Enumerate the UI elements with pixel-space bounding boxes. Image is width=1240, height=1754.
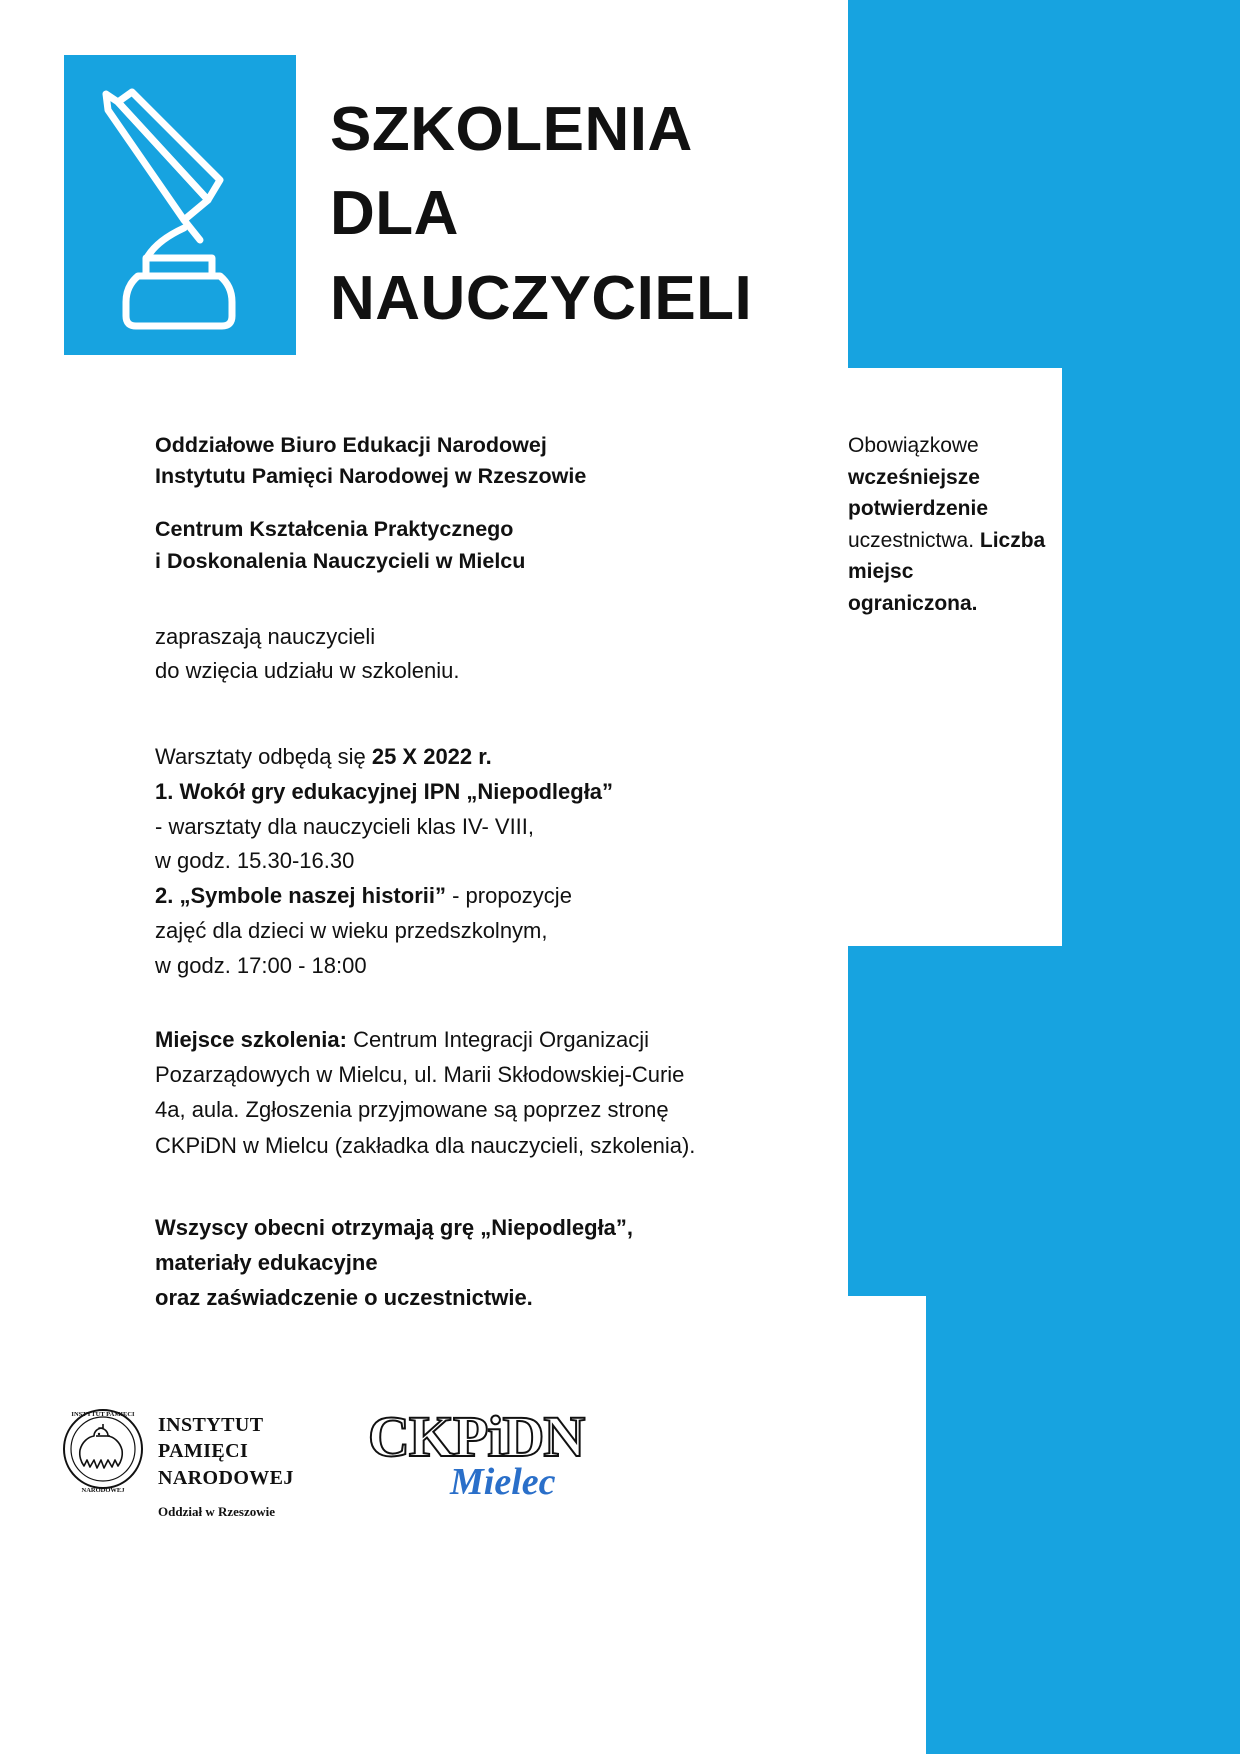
workshop-2-description-part-1: - propozycje bbox=[445, 883, 572, 908]
ckpidn-logo-name: CKPiDN bbox=[368, 1404, 585, 1469]
ipn-branch-label: Oddział w Rzeszowie bbox=[158, 1504, 275, 1519]
benefits-block bbox=[155, 1210, 855, 1316]
benefits-line-1: Wszyscy obecni otrzymają grę „Niepodległa”, bbox=[155, 1215, 634, 1240]
organizer-ipn bbox=[155, 430, 795, 492]
venue-line-1: Centrum Integracji Organizacji bbox=[346, 1027, 649, 1052]
venue-line-4: CKPiDN w Mielcu (zakładka dla nauczycieli, szkolenia). bbox=[155, 1132, 696, 1158]
registration-notice bbox=[848, 430, 1048, 619]
svg-text:INSTYTUT PAMIĘCI: INSTYTUT PAMIĘCI bbox=[71, 1411, 135, 1418]
workshop-2-description-part-2: zajęć dla dzieci w wieku przedszkolnym, bbox=[155, 917, 548, 943]
svg-text:NARODOWEJ: NARODOWEJ bbox=[81, 1487, 125, 1494]
venue-first-line bbox=[155, 1022, 855, 1057]
workshops-intro-text: Warsztaty odbędą się bbox=[155, 744, 372, 769]
decorative-blue-block-right-bottom bbox=[926, 1296, 1240, 1754]
workshop-2-title-text: 2. „Symbole naszej historii” bbox=[155, 883, 446, 908]
workshops-block bbox=[155, 740, 835, 983]
workshop-2-time: w godz. 17:00 - 18:00 bbox=[155, 952, 367, 978]
decorative-blue-block-right-middle bbox=[1062, 368, 1240, 946]
ckpidn-logo bbox=[368, 1404, 648, 1528]
organizer-ckpidn bbox=[155, 514, 795, 576]
notice-part-4: Liczba miejsc ograniczona. bbox=[848, 528, 1046, 615]
ipn-logo-line-2: PAMIĘCI bbox=[158, 1440, 249, 1463]
quill-pen-icon bbox=[88, 80, 258, 330]
ipn-eagle-seal-icon bbox=[62, 1402, 144, 1497]
notice-part-2: wcześniejsze potwierdzenie bbox=[848, 465, 989, 520]
ipn-logo-text bbox=[158, 1412, 294, 1491]
organizer-ckpidn-line-1: Centrum Kształcenia Praktycznego bbox=[155, 517, 514, 542]
venue-label: Miejsce szkolenia: bbox=[155, 1027, 347, 1052]
invitation-block bbox=[155, 620, 795, 688]
title-line-2: DLA bbox=[330, 179, 459, 249]
organizer-ipn-line-1: Oddziałowe Biuro Edukacji Narodowej bbox=[155, 433, 547, 457]
title-line-1: SZKOLENIA bbox=[330, 95, 693, 164]
ckpidn-logo-city: Mielec bbox=[450, 1461, 556, 1503]
ipn-logo-line-3: NARODOWEJ bbox=[158, 1466, 294, 1489]
venue-block bbox=[155, 1022, 855, 1163]
workshop-1-time: w godz. 15.30-16.30 bbox=[155, 848, 355, 874]
workshops-date: 25 X 2022 r. bbox=[371, 744, 492, 769]
benefits-line-3: oraz zaświadczenie o uczestnictwie. bbox=[155, 1285, 533, 1311]
organizers-block bbox=[155, 430, 795, 577]
invitation-line-2: do wzięcia udziału w szkoleniu. bbox=[155, 658, 460, 684]
workshops-intro bbox=[155, 740, 835, 775]
invitation-line-1: zapraszają nauczycieli bbox=[155, 624, 376, 649]
workshop-1-title-text: 1. Wokół gry edukacyjnej IPN „Niepodległa” bbox=[155, 778, 614, 804]
decorative-blue-block-top-right bbox=[848, 0, 1240, 368]
ipn-logo-line-1: INSTYTUT bbox=[158, 1414, 264, 1436]
notice-part-3: uczestnictwa. bbox=[848, 528, 980, 552]
workshop-2-title bbox=[155, 879, 835, 914]
venue-line-3: 4a, aula. Zgłoszenia przyjmowane są poprzez stronę bbox=[155, 1097, 669, 1123]
benefits-line-2: materiały edukacyjne bbox=[155, 1250, 378, 1276]
workshop-1-title bbox=[155, 775, 835, 810]
organizer-ckpidn-line-2: i Doskonalenia Nauczycieli w Mielcu bbox=[155, 548, 526, 573]
page-title bbox=[330, 88, 850, 341]
decorative-blue-block-right-lower bbox=[848, 946, 1240, 1296]
organizer-ipn-line-2: Instytutu Pamięci Narodowej w Rzeszowie bbox=[155, 464, 587, 489]
workshop-1-description: - warsztaty dla nauczycieli klas IV- VIII, bbox=[155, 813, 535, 839]
title-line-3: NAUCZYCIELI bbox=[330, 263, 753, 333]
notice-part-1: Obowiązkowe bbox=[848, 434, 979, 457]
venue-line-2: Pozarządowych w Mielcu, ul. Marii Skłodowskiej-Curie bbox=[155, 1062, 685, 1088]
ipn-logo bbox=[62, 1400, 312, 1530]
